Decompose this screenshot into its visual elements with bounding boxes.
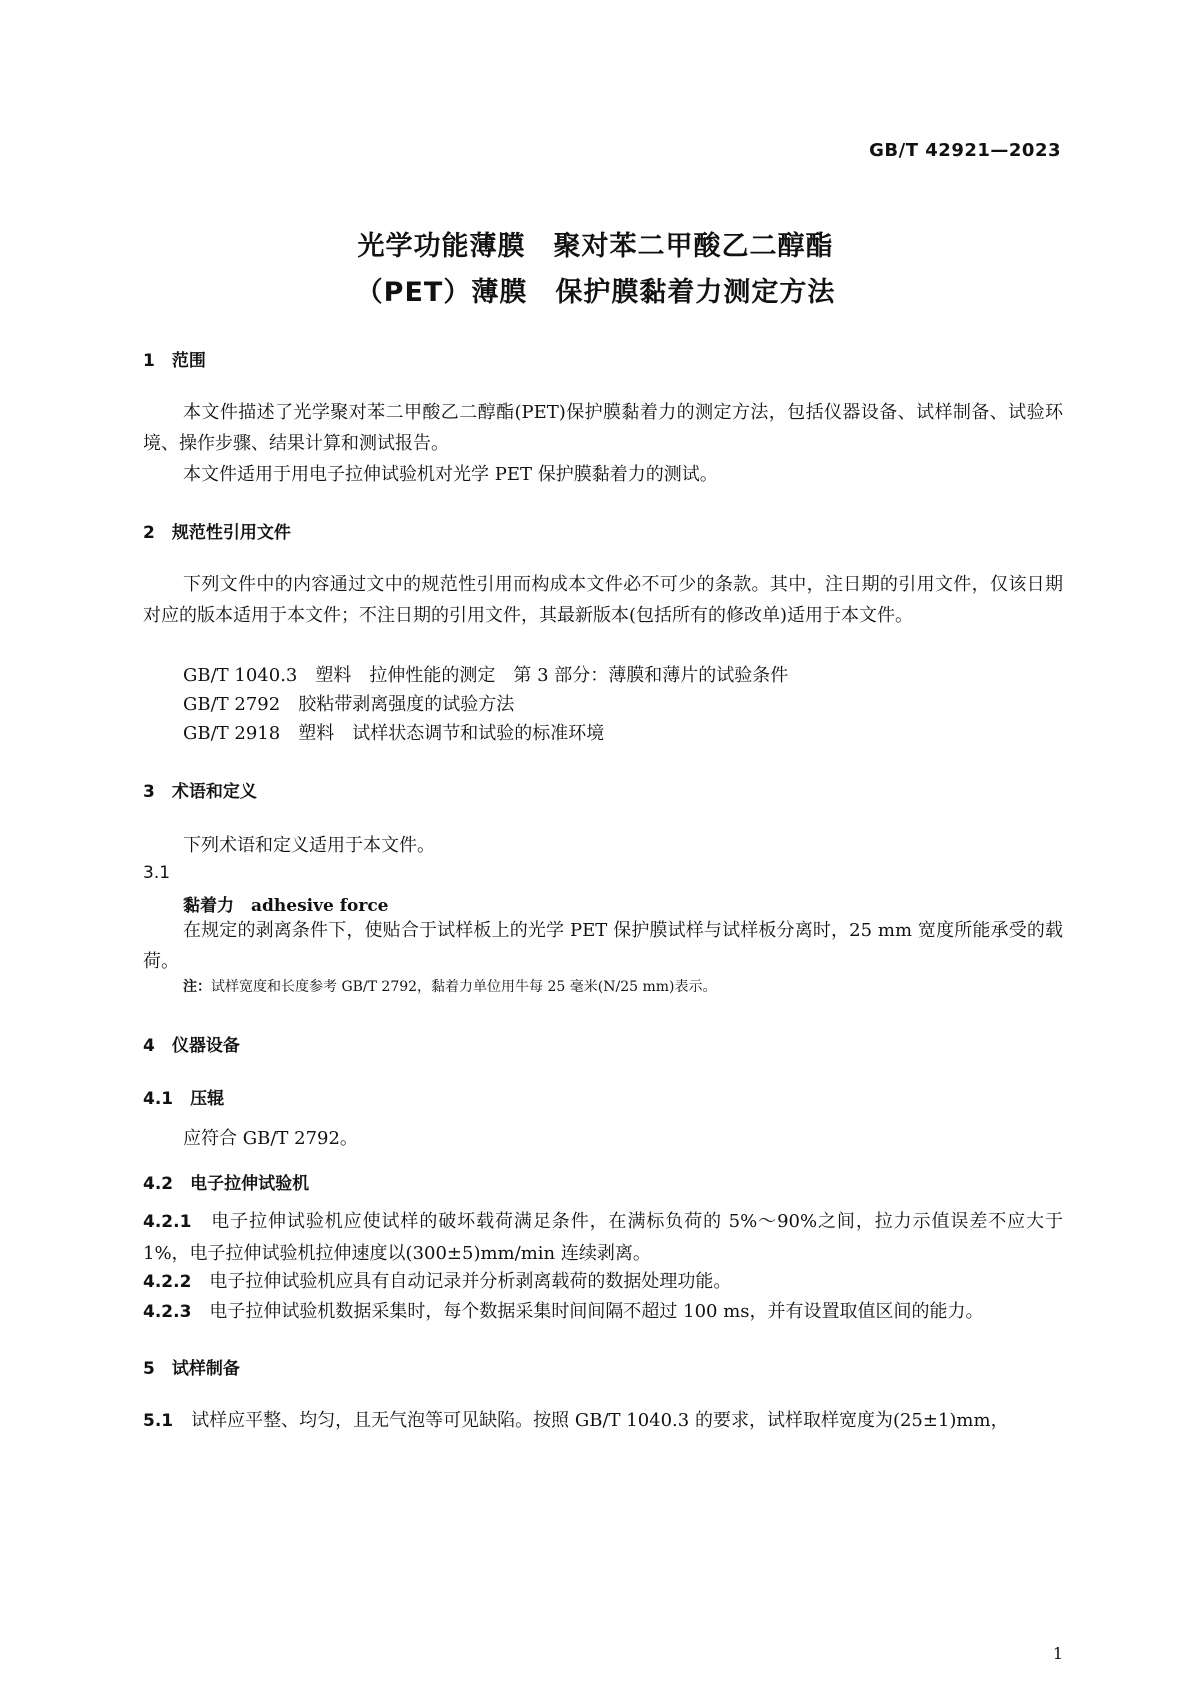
- clause-number: 4.2.2: [143, 1272, 192, 1292]
- section-2-paragraph-1: 下列文件中的内容通过文中的规范性引用而构成本文件必不可少的条款。其中，注日期的引用文件，仅该日期对应的版本适用于本文件；不注日期的引用文件，其最新版本(包括所有的修改单)适用于本文件。: [143, 574, 1063, 626]
- clause-text: 电子拉伸试验机数据采集时，每个数据采集时间间隔不超过 100 ms，并有设置取值区间的能力。: [209, 1301, 984, 1322]
- section-1-heading: 1 范围: [143, 351, 206, 371]
- subsection-4-1-heading: 4.1 压辊: [143, 1089, 225, 1109]
- section-1-paragraph-2: 本文件适用于用电子拉伸试验机对光学 PET 保护膜黏着力的测试。: [183, 464, 718, 485]
- page-number: 1: [1052, 1644, 1063, 1663]
- clause-text: 试样应平整、均匀，且无气泡等可见缺陷。按照 GB/T 1040.3 的要求，试样取样宽度为(25±1)mm，: [191, 1410, 1009, 1431]
- clause-number: 4.2.1: [143, 1212, 192, 1232]
- subsection-4-2-heading: 4.2 电子拉伸试验机: [143, 1174, 310, 1194]
- clause-5-1: [143, 1405, 1063, 1437]
- clause-text: 电子拉伸试验机应具有自动记录并分析剥离载荷的数据处理功能。: [209, 1271, 732, 1292]
- reference-item: GB/T 2792 胶粘带剥离强度的试验方法: [183, 694, 515, 715]
- note-label: 注：: [183, 979, 211, 995]
- clause-4-2-3: [143, 1296, 1063, 1328]
- note: [183, 976, 716, 996]
- term-number: 3.1: [143, 863, 171, 883]
- clause-4-2-2: [143, 1266, 1063, 1298]
- clause-number: 4.2.3: [143, 1302, 192, 1322]
- document-title: [0, 224, 1191, 316]
- reference-item: GB/T 1040.3 塑料 拉伸性能的测定 第 3 部分：薄膜和薄片的试验条件: [183, 665, 789, 686]
- clause-4-2-1: [143, 1206, 1063, 1269]
- clause-text: 电子拉伸试验机应使试样的破坏载荷满足条件，在满标负荷的 5%～90%之间，拉力示值误差不应大于 1%，电子拉伸试验机拉伸速度以(300±5)mm/min 连续剥离。: [143, 1211, 1064, 1264]
- title-line-2: （PET）薄膜 保护膜黏着力测定方法: [355, 277, 836, 308]
- term-name: 黏着力 adhesive force: [183, 896, 389, 916]
- reference-item: GB/T 2918 塑料 试样状态调节和试验的标准环境: [183, 723, 605, 744]
- section-3-heading: 3 术语和定义: [143, 782, 257, 802]
- section-2-heading: 2 规范性引用文件: [143, 523, 291, 543]
- clause-number: 5.1: [143, 1411, 174, 1431]
- section-4-heading: 4 仪器设备: [143, 1036, 240, 1056]
- title-line-1: 光学功能薄膜 聚对苯二甲酸乙二醇酯: [357, 231, 834, 262]
- term-definition: 在规定的剥离条件下，使贴合于试样板上的光学 PET 保护膜试样与试样板分离时，25 mm 宽度所能承受的载荷。: [143, 920, 1063, 972]
- section-1-paragraph-1: 本文件描述了光学聚对苯二甲酸乙二醇酯(PET)保护膜黏着力的测定方法，包括仪器设备、试样制备、试验环境、操作步骤、结果计算和测试报告。: [143, 402, 1063, 454]
- section-5-heading: 5 试样制备: [143, 1359, 240, 1379]
- note-text: 试样宽度和长度参考 GB/T 2792，黏着力单位用牛每 25 毫米(N/25 mm)表示。: [211, 979, 717, 995]
- standard-code: GB/T 42921—2023: [869, 140, 1061, 161]
- section-3-paragraph-1: 下列术语和定义适用于本文件。: [183, 835, 435, 856]
- subsection-4-1-text: 应符合 GB/T 2792。: [183, 1128, 358, 1149]
